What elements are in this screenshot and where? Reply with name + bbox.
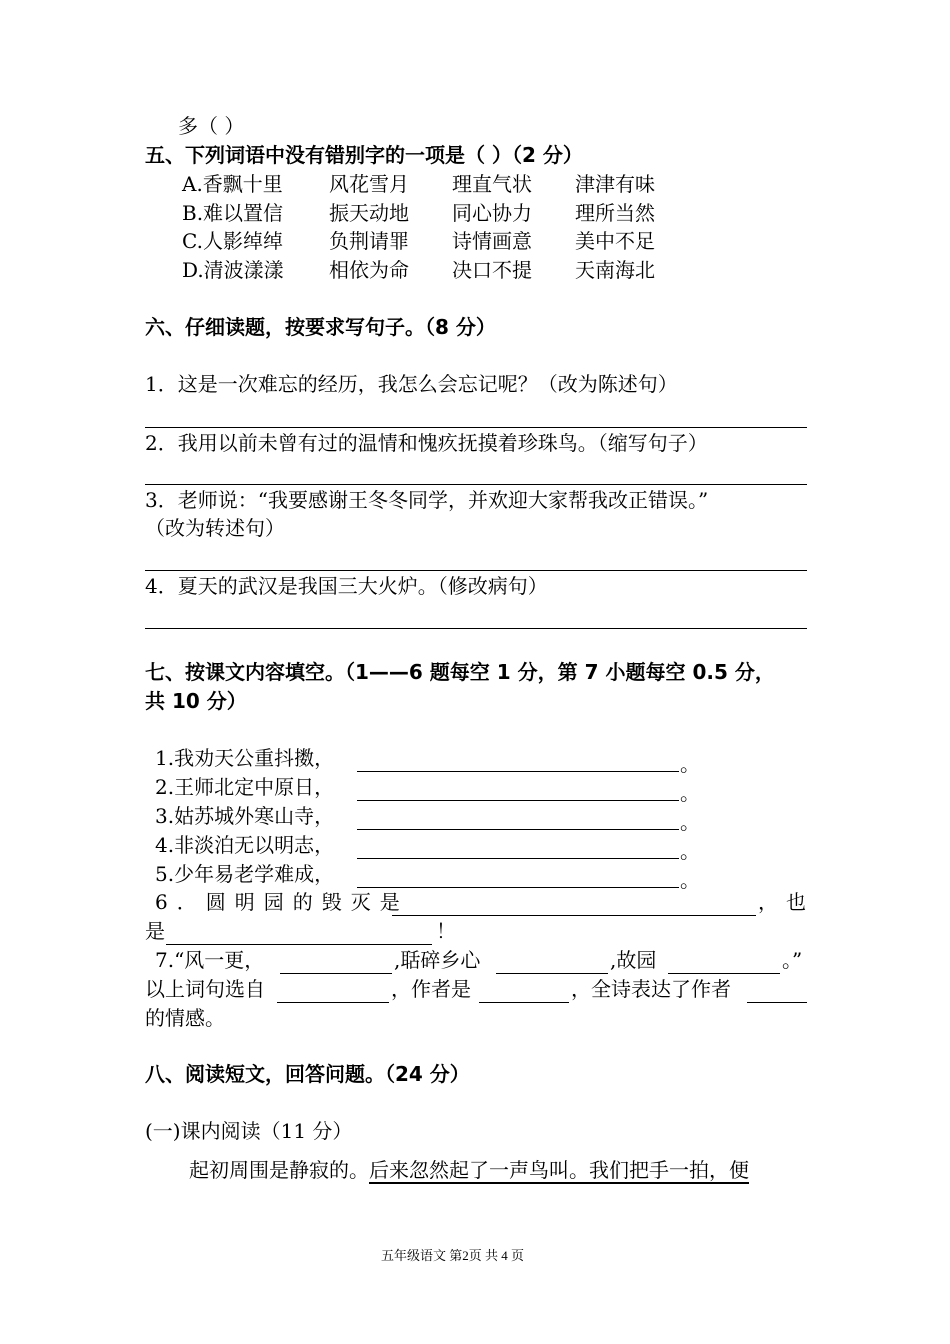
- period: 。: [680, 752, 700, 776]
- blank-line[interactable]: [479, 1002, 569, 1003]
- option-b-word: 理所当然: [575, 201, 655, 225]
- blank-line[interactable]: [357, 887, 679, 888]
- blank-line[interactable]: [357, 858, 679, 859]
- passage-underlined-text: 后来忽然起了一声鸟叫。我们把手一拍，便: [369, 1158, 749, 1182]
- option-c-word: 美中不足: [575, 229, 655, 253]
- answer-line[interactable]: [145, 427, 807, 428]
- blank-line[interactable]: [357, 829, 679, 830]
- option-d-word: 相依为命: [329, 258, 409, 282]
- subsection-title: (一)课内阅读（11 分）: [145, 1119, 353, 1143]
- page-footer: 五年级语文 第2页 共 4 页: [381, 1248, 525, 1263]
- period: 。: [680, 868, 700, 892]
- question-6-4: 4．夏天的武汉是我国三大火炉。（修改病句）: [145, 574, 548, 598]
- option-c-word: 诗情画意: [452, 229, 532, 253]
- previous-question-tail: 多（ ）: [178, 114, 245, 138]
- option-b-word: 同心协力: [452, 201, 532, 225]
- fill-item-7: 7.“风一更，: [155, 948, 265, 972]
- text: ，全诗表达了作者: [571, 977, 731, 1001]
- fill-item: 2.王师北定中原日，: [155, 775, 335, 799]
- text: 以上词句选自: [145, 977, 265, 1001]
- section-6-title: 六、仔细读题，按要求写句子。（8 分）: [145, 315, 496, 339]
- blank-line[interactable]: [496, 973, 608, 974]
- question-6-3-instruction: （改为转述句）: [145, 516, 285, 540]
- option-c-word: 负荆请罪: [329, 229, 409, 253]
- blank-line[interactable]: [668, 973, 780, 974]
- option-d-word: 决口不提: [452, 258, 532, 282]
- period: 。: [680, 810, 700, 834]
- text-is: 是: [145, 919, 165, 943]
- answer-line[interactable]: [145, 484, 807, 485]
- text: ，作者是: [391, 977, 471, 1001]
- section-7-title-cont: 共 10 分）: [145, 689, 247, 713]
- option-c-label: C.人影绰绰: [182, 229, 283, 253]
- option-d-label: D.清波漾漾: [182, 258, 284, 282]
- fill-item-6: 6．圆明园的毁灭是: [155, 890, 409, 914]
- answer-line[interactable]: [145, 628, 807, 629]
- question-6-3: 3．老师说：“我要感谢王冬冬同学，并欢迎大家帮我改正错误。”: [145, 488, 709, 512]
- blank-line[interactable]: [280, 973, 392, 974]
- blank-line[interactable]: [747, 1002, 807, 1003]
- blank-line[interactable]: [357, 771, 679, 772]
- fill-item: 4.非淡泊无以明志，: [155, 833, 335, 857]
- text: 的情感。: [145, 1006, 225, 1030]
- text: 。”: [782, 948, 803, 972]
- blank-line[interactable]: [357, 800, 679, 801]
- text-also: 也: [786, 890, 806, 914]
- question-6-1: 1．这是一次难忘的经历，我怎么会忘记呢？（改为陈述句）: [145, 372, 678, 396]
- period: 。: [680, 839, 700, 863]
- passage-text: 起初周围是静寂的。: [189, 1158, 369, 1182]
- option-b-word: 振天动地: [329, 201, 409, 225]
- section-5-title: 五、下列词语中没有错别字的一项是（ ）（2 分）: [145, 143, 583, 167]
- comma: ，: [758, 890, 778, 914]
- option-a-word: 理直气状: [452, 172, 532, 196]
- option-a-word: 风花雪月: [329, 172, 409, 196]
- answer-line[interactable]: [145, 570, 807, 571]
- text: ,故园: [610, 948, 657, 972]
- option-d-word: 天南海北: [575, 258, 655, 282]
- option-a-word: 津津有味: [575, 172, 655, 196]
- exclamation: ！: [436, 919, 456, 943]
- option-a-label: A.香飘十里: [182, 172, 283, 196]
- text: ,聒碎乡心: [394, 948, 481, 972]
- period: 。: [680, 781, 700, 805]
- blank-line[interactable]: [166, 944, 432, 945]
- option-b-label: B.难以置信: [182, 201, 284, 225]
- fill-item: 1.我劝天公重抖擞，: [155, 746, 335, 770]
- section-8-title: 八、阅读短文，回答问题。（24 分）: [145, 1062, 470, 1086]
- blank-line[interactable]: [277, 1002, 389, 1003]
- fill-item: 5.少年易老学难成，: [155, 862, 335, 886]
- reading-passage: [189, 1158, 749, 1182]
- section-7-title: 七、按课文内容填空。（1——6 题每空 1 分，第 7 小题每空 0.5 分，: [145, 660, 775, 684]
- question-6-2: 2．我用以前未曾有过的温情和愧疚抚摸着珍珠鸟。（缩写句子）: [145, 431, 708, 455]
- fill-item: 3.姑苏城外寒山寺，: [155, 804, 335, 828]
- blank-line[interactable]: [392, 915, 756, 916]
